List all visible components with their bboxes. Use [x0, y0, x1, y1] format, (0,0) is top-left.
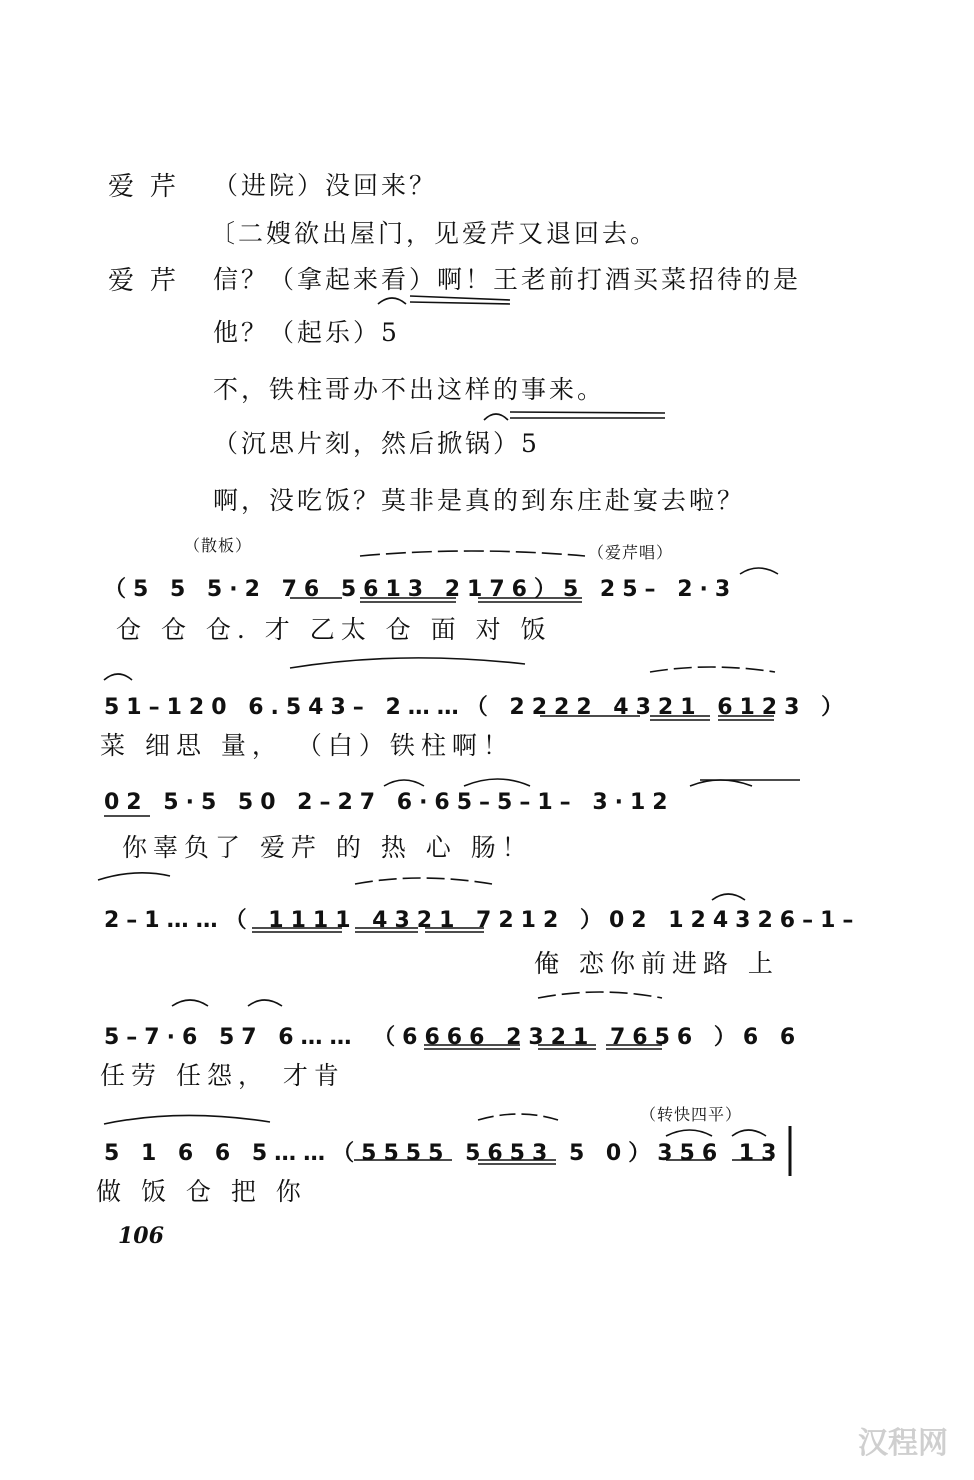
- lyrics-line: 任劳 任怨， 才肯: [100, 1061, 345, 1090]
- page-number: 106: [118, 1223, 164, 1249]
- notation-line: 5 1 6 6 5……（5555 5653 5 0）356 13: [104, 1141, 784, 1166]
- notation-line: 2–1……（ 1111 4321 7212 ）02 124326–1–: [104, 908, 861, 933]
- notation-line: （5 5 5·2 76 5613 2176）5 25– 2·3: [104, 577, 738, 602]
- lyrics-line: 你辜负了 爱芹 的 热 心 肠！: [122, 833, 533, 862]
- notation-line: 5–7·6 57 6…… （6666 2321 7656 ）6 6: [104, 1025, 803, 1050]
- dialogue-line: 不，铁柱哥办不出这样的事来。: [213, 375, 606, 404]
- dialogue-line: （进院）没回来？: [213, 171, 438, 200]
- lyrics-line: 做 饭 仓 把 你: [96, 1177, 307, 1206]
- notation-line: 51–120 6.543– 2……（ 2222 4321 6123 ）: [104, 695, 851, 720]
- tempo-mark: （转快四平）: [640, 1105, 743, 1124]
- lyrics-line: 俺 恋你前进路 上: [534, 949, 779, 978]
- stage-direction: 〔二嫂欲出屋门，见爱芹又退回去。: [210, 219, 659, 248]
- speaker-label: 爱芹: [108, 172, 193, 202]
- dialogue-line: （沉思片刻，然后掀锅）5: [213, 429, 540, 458]
- speaker-label: 爱芹: [108, 266, 193, 296]
- notation-line: 02 5·5 50 2–27 6·65–5–1– 3·12: [104, 790, 675, 815]
- tempo-mark: （散板）: [184, 536, 253, 555]
- dialogue-line: 他？（起乐）5: [213, 318, 400, 347]
- lyrics-line: 菜 细思 量， （白）铁柱啊！: [100, 731, 514, 760]
- watermark-logo: 汉程网: [858, 1426, 948, 1461]
- dialogue-line: 啊，没吃饭？莫非是真的到东庄赴宴去啦？: [213, 486, 746, 515]
- dialogue-line: 信？（拿起来看）啊！王老前打酒买菜招待的是: [213, 265, 802, 294]
- singer-mark: （爱芹唱）: [588, 543, 674, 562]
- lyrics-line: 仓 仓 仓. 才 乙太 仓 面 对 饭: [116, 615, 552, 644]
